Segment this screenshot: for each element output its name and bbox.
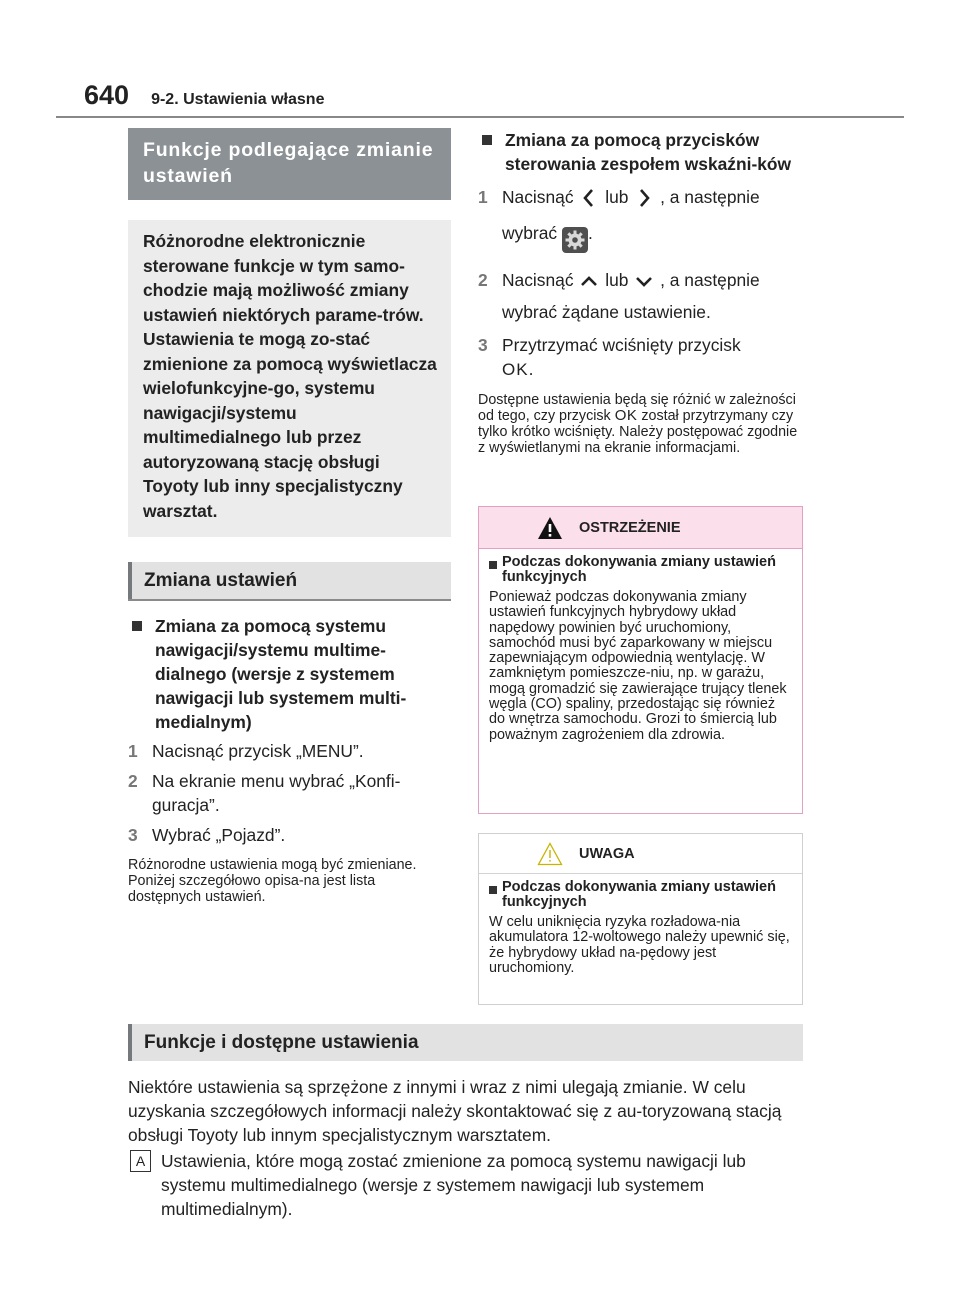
warning-triangle-icon [537, 516, 563, 540]
section-title: 9-2. Ustawienia własne [151, 91, 325, 108]
arrow-down-icon [633, 269, 655, 293]
page-number: 640 [84, 80, 130, 110]
meter-note: Dostępne ustawienia będą się różnić w zależności od tego, czy przycisk OK został przytrzymany czy tylko krótko wciśnięty. Należy postępować zgodnie z wyświetlanymi na ekranie informacjami. [478, 392, 798, 457]
left-column [128, 128, 451, 905]
settings-gear-icon [562, 227, 588, 253]
change-settings-heading: Zmiana ustawień [128, 562, 451, 599]
functions-section [128, 1024, 803, 1221]
ok-button-glyph: OK [614, 407, 638, 425]
navigation-subheading-text: Zmiana za pomocą systemu nawigacji/systemu multime-dialnego (wersje z systemem nawigacji lub systemem multi-medialnym) [155, 616, 407, 732]
step-number: 2 [478, 269, 488, 290]
arrow-up-icon [578, 269, 600, 293]
meter-step-1: 1 Nacisnąć lub , a następnie wybrać . [478, 184, 803, 253]
functions-intro: Niektóre ustawienia są sprzężone z innymi i wraz z nimi ulegają zmianie. W celu uzyskania szczegółowych informacji należy skontaktować się z au-toryzowaną stacją obsługi Toyoty lub innym specjalistycznym warsztatem. [128, 1077, 782, 1145]
functions-item-a [128, 1149, 803, 1221]
right-column [478, 128, 803, 456]
bullet-square-icon [489, 561, 497, 569]
meter-step-2: 2 Nacisnąć lub , a następnie wybrać żądane ustawienie. [478, 267, 803, 325]
meter-buttons-subheading-text: Zmiana za pomocą przycisków sterowania zespołem wskaźni-ków [505, 130, 792, 174]
step-number: 1 [128, 741, 138, 761]
functions-item-text: Ustawienia, które mogą zostać zmienione za pomocą systemu nawigacji lub systemu multimedialnego (wersje z systemem nawigacji lub systemem multimedialnym). [161, 1151, 746, 1219]
arrow-right-icon [633, 186, 655, 210]
nav-note: Różnorodne ustawienia mogą być zmieniane. Poniżej szczegółowo opisa-na jest lista dostępnych ustawień. [128, 857, 417, 905]
ok-button-glyph: OK [502, 360, 529, 380]
warning-box [478, 506, 803, 814]
notice-subheading: Podczas dokonywania zmiany ustawień funkcyjnych [489, 880, 794, 910]
warning-title: OSTRZEŻENIE [579, 519, 681, 536]
header-divider [56, 116, 904, 118]
meter-buttons-subheading [478, 128, 803, 176]
step-number: 1 [478, 187, 488, 207]
warning-text: Ponieważ podczas dokonywania zmiany ustawień funkcyjnych hybrydowy układ napędowy powinien być uruchomiony, samochód musi być zaparkowany w miejscu zapewniającym odpowiednią wentylację. W zamkniętym pomieszcze-niu, np. w garażu, mogą gromadzić się zawierające trujący tlenek węgla (CO) spaliny, przedostając się również do wnętrza samochodu. Grozi to śmiercią lub poważnym zagrożeniem dla zdrowia. [489, 589, 787, 743]
nav-step-1 [128, 739, 451, 763]
intro-box: Różnorodne elektronicznie sterowane funkcje w tym samo-chodzie mają możliwość zmiany ustawień niektórych parame-trów. Ustawienia te mogą zo-stać zmienione za pomocą wyświetlacza wielofunkcyjne-go, systemu nawigacji/systemu multimedialnego lub przez autoryzowaną stację obsługi Toyoty lub inny specjalistyczny warsztat. [128, 220, 451, 537]
step-number: 2 [128, 771, 138, 791]
notice-text: W celu uniknięcia ryzyka rozładowa-nia akumulatora 12-woltowego należy upewnić się, że hybrydowy układ na-pędowy jest uruchomiony. [489, 914, 790, 976]
notice-box [478, 833, 803, 1005]
warning-subheading: Podczas dokonywania zmiany ustawień funkcyjnych [489, 555, 794, 585]
notice-body [479, 880, 802, 984]
arrow-left-icon [578, 186, 600, 210]
nav-step-3 [128, 823, 451, 847]
page-header [84, 80, 324, 112]
navigation-subheading [128, 614, 451, 734]
caution-triangle-icon [537, 842, 563, 866]
functions-heading: Funkcje i dostępne ustawienia [128, 1024, 803, 1061]
warning-body [479, 555, 802, 751]
notice-title: UWAGA [579, 845, 635, 862]
notice-header [479, 834, 802, 874]
step-text: Wybrać „Pojazd”. [152, 825, 286, 845]
customizable-features-heading: Funkcje podlegające zmianie ustawień [128, 128, 451, 200]
meter-step-3: 3 Przytrzymać wciśnięty przycisk OK. [478, 333, 803, 382]
step-number: 3 [478, 335, 488, 356]
heading-divider [128, 599, 451, 601]
step-number: 3 [128, 825, 138, 845]
step-text: Nacisnąć przycisk „MENU”. [152, 741, 364, 761]
item-badge: A [130, 1150, 151, 1172]
bullet-square-icon [482, 135, 492, 145]
warning-header [479, 507, 802, 549]
bullet-square-icon [132, 621, 142, 631]
step-text: Na ekranie menu wybrać „Konfi-guracja”. [152, 771, 401, 815]
bullet-square-icon [489, 886, 497, 894]
nav-step-2 [128, 769, 451, 817]
